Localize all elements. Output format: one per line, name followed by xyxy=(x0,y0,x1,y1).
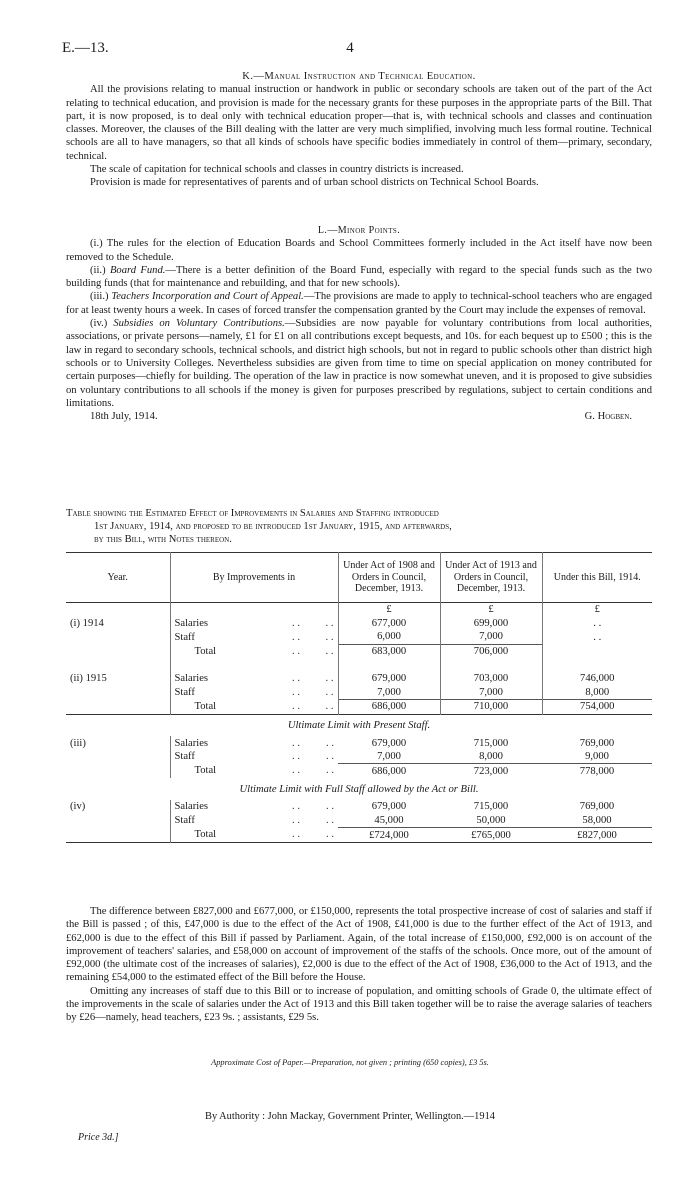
minor-point-item: (iii.) Teachers Incorporation and Court of Appeal.—The provisions are made to apply to technical-school teachers who are engaged for at least twenty hours a week. In cases of forced transfer the compensation granted by the Court may include the expenses of removal. xyxy=(66,291,652,316)
col-act-1913: Under Act of 1913 and Orders in Council, December, 1913. xyxy=(440,553,542,603)
table-subheading: Ultimate Limit with Full Staff allowed by the Act or Bill. xyxy=(239,783,479,795)
table-caption: Table showing the Estimated Effect of Improvements in Salaries and Staffing introduced 1st January, 1914, and proposed to be introduced 1st January, 1915, and afterwards, by this Bill, with Notes thereon. xyxy=(66,508,452,545)
price: Price 3d.] xyxy=(78,1132,119,1143)
signature-line xyxy=(66,410,652,423)
table-row: Staff . . . . 6,000 7,000 . . xyxy=(66,630,652,644)
col-by-improvements: By Improvements in xyxy=(170,553,338,603)
table-total-row: Total . . . . 686,000 710,000 754,000 xyxy=(66,700,652,715)
section-k-paragraph: All the provisions relating to manual instruction or handwork in public or secondary schools are taken out of the part of the Act relating to technical education, and provision is made for the necessary grants for these purposes in the appropriate parts of the Bill. That part, it is now proposed, is to deal only with technical education proper—that is, with technical schools and classes and continuation classes. Moreover, the clauses of the Bill dealing with the latter are very much simplified, involving much less formal routine. Technical schools are all to have managers, so that all kinds of schools have specific bodies immediately in control of them—primary, secondary, technical. xyxy=(66,84,652,162)
currency-symbol: £ xyxy=(338,603,440,617)
section-k-paragraph: Provision is made for representatives of parents and of urban school districts on Technical School Boards. xyxy=(90,177,539,189)
section-l-heading: L.—Minor Points. xyxy=(317,225,401,236)
table-row: (ii) 1915 Salaries . . . . 679,000 703,000 746,000 xyxy=(66,672,652,686)
section-k xyxy=(66,70,652,190)
col-act-1908: Under Act of 1908 and Orders in Council, December, 1913. xyxy=(338,553,440,603)
minor-point-item: (ii.) Board Fund.—There is a better definition of the Board Fund, especially with regard to the special funds such as the two building funds (that for maintenance and rebuilding, and that for new schools). xyxy=(66,264,652,290)
table-row: Staff . . . . 7,000 7,000 8,000 xyxy=(66,686,652,700)
table-total-row: Total . . . . £724,000 £765,000 £827,000 xyxy=(66,828,652,843)
printer-authority: By Authority : John Mackay, Government Printer, Wellington.—1914 xyxy=(205,1111,495,1122)
table-subheading: Ultimate Limit with Present Staff. xyxy=(66,714,652,736)
currency-symbol: £ xyxy=(440,603,542,617)
table-total-row: Total . . . . 683,000 706,000 xyxy=(66,644,652,658)
section-k-paragraph: The scale of capitation for technical schools and classes in country districts is increased. xyxy=(90,164,464,176)
col-year: Year. xyxy=(107,571,128,583)
table-row: (iv) Salaries . . . . 679,000 715,000 769,000 xyxy=(70,801,615,813)
signature: G. Hogben. xyxy=(584,411,632,423)
table-row: Staff . . . . 7,000 8,000 9,000 xyxy=(66,750,652,764)
page-number: 4 xyxy=(346,40,354,56)
section-k-heading: K.—Manual Instruction and Technical Education. xyxy=(242,71,476,82)
document-reference: E.—13. xyxy=(62,40,109,56)
cost-of-paper: Approximate Cost of Paper.—Preparation, not given ; printing (650 copies), £3 5s. xyxy=(211,1058,489,1067)
table-total-row: Total . . . . 686,000 723,000 778,000 xyxy=(66,764,652,778)
minor-point-item: (iv.) Subsidies on Voluntary Contributions.—Subsidies are now payable for voluntary contributions from local authorities, associations, or private persons—namely, £1 for £1 on all contributions except bequests, and 10s. for each bequest up to £500 ; this is the law in regard to secondary schools, technical schools, and district high schools, but not in regard to public schools other than district high schools or to University Colleges. Nevertheless subsidies are given from time to time on special application on money contributed for certain purposes—chiefly for building. The operation of the law in practice is now somewhat uneven, and it is proposed to give subsidies on voluntary contributions to all schools if the money is given for purposes prescribed by regulations, subject to certain conditions and limitations. xyxy=(66,318,652,409)
note-paragraph: The difference between £827,000 and £677,000, or £150,000, represents the total prospective increase of cost of salaries and staff if the Bill is passed ; of this, £47,000 is due to the effect of the Act of 1908, £41,000 is due to the further effect of the Act of 1913, and £62,000 is due to the effect of this Bill if passed by Parliament. Again, of the total increase of £150,000, £92,000 is on account of the improvement of teachers' salaries, and £58,000 on account of improvement of the staffs of the schools. Once more, out of the amount of £92,000 (the ultimate cost of the increases of salaries), £2,000 is due to the effect of the Act of 1908, £36,000 to the Act of 1913, and the remaining £54,000 to the estimated effect of the Bill before the House. xyxy=(66,906,652,984)
section-l xyxy=(66,224,652,423)
date: 18th July, 1914. xyxy=(90,411,158,423)
table-notes xyxy=(66,905,652,1025)
col-this-bill: Under this Bill, 1914. xyxy=(542,553,652,603)
note-paragraph: Omitting any increases of staff due to this Bill or to increase of population, and omitting schools of Grade 0, the ultimate effect of the improvements in the scale of salaries under the Act of 1913 and this Bill taken together will be to raise the average salaries of teachers by £26—namely, head teachers, £23 9s. ; assistants, £29 5s. xyxy=(66,985,652,1024)
table-row: (iii) Salaries . . . . 679,000 715,000 769,000 xyxy=(70,737,615,749)
minor-point-item: (i.) The rules for the election of Education Boards and School Committees formerly included in the Act itself have now been removed to the Schedule. xyxy=(66,238,652,263)
currency-symbol: £ xyxy=(542,603,652,617)
table-row: (i) 1914 Salaries . . . . 677,000 699,000 . . xyxy=(66,617,652,631)
table-row: Staff . . . . 45,000 50,000 58,000 xyxy=(66,814,652,828)
estimate-table xyxy=(66,552,652,843)
